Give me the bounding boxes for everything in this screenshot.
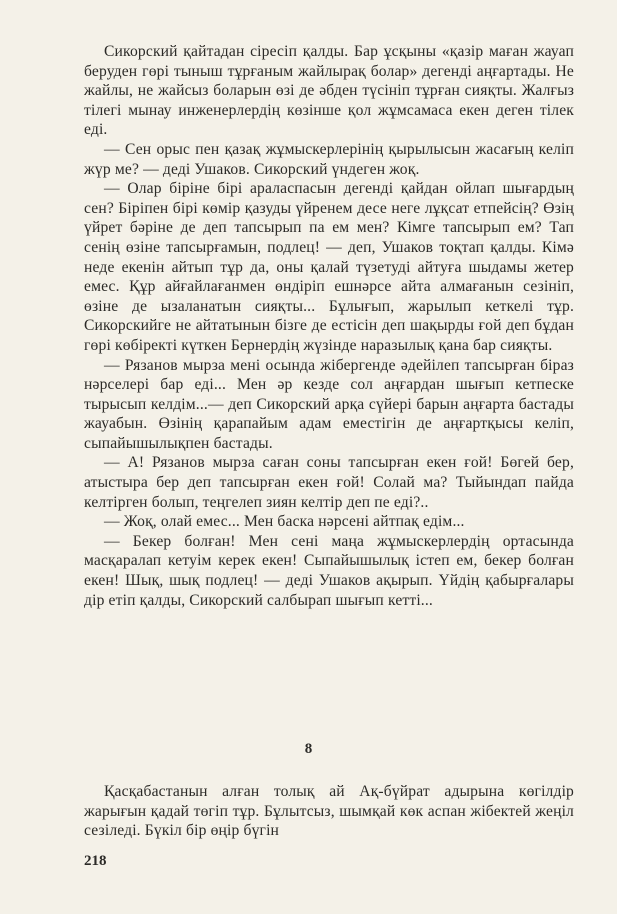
paragraph: — А! Рязанов мырза саған соны тапсырған екен ғой! Бөгей бер, атыстыра бер деп тапсырған екен ғой! Солай ма? Тыйындап пайда келтірген болып, теңгелеп зиян келтір деп пе еді?.. <box>84 454 574 511</box>
page-number: 218 <box>84 853 107 869</box>
main-text <box>84 42 574 610</box>
paragraph: Қасқабастанын алған толық ай Ақ-бүйрат адырына көгілдір жарығын қадай төгіп тұр. Бұлытсыз, шымқай көк аспан жібектей жеңіл сезіледі. Бүкіл бір өңір бүгін <box>84 783 574 840</box>
paragraph: Сикорский қайтадан сіресіп қалды. Бар ұсқыны «қазір маған жауап беруден гөрі тыныш тұрғаным жайлырақ болар» дегенді аңғартады. Не жайлы, не жайсыз боларын өзі де әбден түсініп тұрған сияқты. Жалғыз тілегі мынау инженерлердің көзінше қол жұмсамаса екен деген тілек еді. <box>84 43 574 139</box>
section-heading: 8 <box>304 741 313 757</box>
section-text <box>84 782 574 841</box>
paragraph: — Олар біріне бірі араласпасын дегенді қайдан ойлап шығардың сен? Біріпен бірі көмір қазуды үйренем десе неге лұқсат етпейсің? Өзің үйрет бәріне де деп тапсырып па ем мен? Кімге тапсырып ем? Тап сенің өзіне тапсырғамын, подлец! — деп, Ушаков тоқтап қалды. Кімә неде екенін айтып тұр да, оны қалай түзетуді айтуға шыдамы жетер емес. Құр айғайлағанмен өндіріп ешнәрсе айта алмағанын сезініп, өзіне де ызаланатын сияқты... Бұлығып, жарылып кеткелі тұр. Сикорскийге не айтатынын бізге де естісін деп шақырды ғой деп бұдан гөрі көбіректі күткен Бернердің жүзінде наразылық қана бар сияқты. <box>84 180 574 354</box>
paragraph: — Жоқ, олай емес... Мен баска нәрсені айтпақ едім... <box>104 513 465 531</box>
paragraph: — Бекер болған! Мен сені маңа жұмыскерлердің ортасында масқаралап кетуім керек екен! Сыпайышылық істеп ем, бекер болған екен! Шық, шық подлец! — деді Ушаков ақырып. Үйдің қабырғалары дір етіп қалды, Сикорский салбырап шығып кетті... <box>84 532 574 609</box>
paragraph: — Рязанов мырза мені осында жібергенде әдейілеп тапсырған біраз нәрселері бар еді... Мен әр кезде сол аңғардан шығып кетпеске тырысып келдім...— деп Сикорский арқа сүйері барын аңғарта бастады жауабын. Өзінің қарапайым адам еместігін де аңғартқысы келіп, сыпайышылықпен бастады. <box>84 356 574 452</box>
paragraph: — Сен орыс пен қазақ жұмыскерлерінің қырылысын жасағың келіп жүр ме? — деді Ушаков. Сикорский үндеген жоқ. <box>84 140 574 178</box>
